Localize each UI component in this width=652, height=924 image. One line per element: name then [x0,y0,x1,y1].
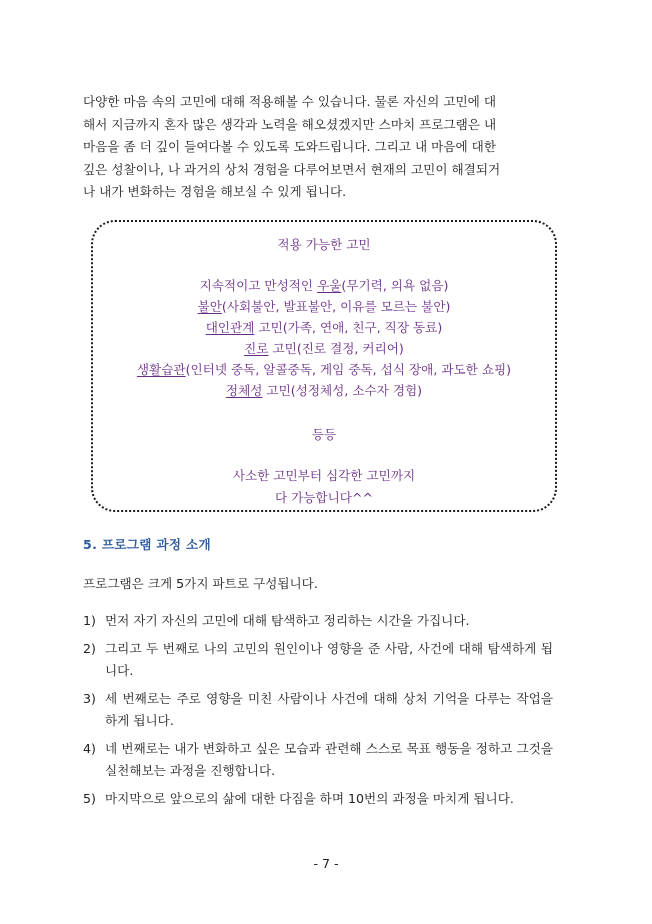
concern-detail: (인터넷 중독, 알콜중독, 게임 중독, 섭식 장애, 과도한 쇼핑) [185,362,512,377]
intro-line: 다양한 마음 속의 고민에 대해 적용해볼 수 있습니다. 물론 자신의 고민에 대 [83,94,497,109]
applicable-concerns-box [91,220,557,512]
box-title: 적용 가능한 고민 [277,237,371,252]
box-closing: 사소한 고민부터 심각한 고민까지 [232,468,416,483]
concern-item [93,275,555,294]
concern-keyword: 진로 [244,341,269,356]
intro-paragraph [83,91,569,204]
concern-detail: 고민(가족, 연애, 친구, 직장 동료) [254,320,443,335]
program-steps-list [83,610,553,815]
box-closing: 다 가능합니다^^ [274,490,374,505]
step-text: 마지막으로 앞으로의 삶에 대한 다짐을 하며 10번의 과정을 마치게 됩니다. [105,790,514,806]
step-number: 5) [83,790,96,806]
concern-detail: 고민(성정체성, 소수자 경험) [262,383,423,398]
concern-detail: (사회불안, 발표불안, 이유를 모르는 불안) [221,299,451,314]
step-text: 세 번째로는 주로 영향을 미친 사람이나 사건에 대해 상처 기억을 다루는 작업을 하게 됩니다. [105,690,553,728]
step-number: 2) [83,640,96,656]
list-item [83,738,553,783]
list-item [83,638,553,683]
concern-item [93,338,555,357]
concern-keyword: 생활습관 [136,362,186,377]
page-number: - 7 - [313,856,339,871]
step-text: 네 번째로는 내가 변화하고 싶은 모습과 관련해 스스로 목표 행동을 정하고 그것을 실천해보는 과정을 진행합니다. [105,740,553,778]
step-number: 1) [83,613,96,628]
step-text: 먼저 자기 자신의 고민에 대해 탐색하고 정리하는 시간을 가집니다. [105,613,470,628]
concern-item [93,317,555,336]
concern-keyword: 우울 [317,278,342,293]
section-heading: 5. 프로그램 과정 소개 [83,537,211,552]
intro-line: 나 내가 변화하는 경험을 해보실 수 있게 됩니다. [83,184,347,200]
concern-keyword: 대인관계 [205,320,255,335]
list-item [83,788,553,811]
list-item [83,688,553,733]
step-number: 4) [83,740,96,756]
step-text: 그리고 두 번째로 나의 고민의 원인이나 영향을 준 사람, 사건에 대해 탐색하게 됩니다. [105,640,553,678]
concern-item [93,380,555,399]
step-number: 3) [83,690,96,706]
section-intro: 프로그램은 크게 5가지 파트로 구성됩니다. [83,576,318,591]
intro-line: 깊은 성찰이나, 나 과거의 상처 경험을 다루어보면서 현재의 고민이 해결되거 [83,161,501,177]
concern-keyword: 정체성 [225,383,263,398]
concern-item [93,296,555,315]
list-item [83,610,553,633]
box-etc: 등등 [311,427,337,442]
concern-keyword: 불안 [197,299,222,314]
concern-detail: (무기력, 의욕 없음) [341,278,449,293]
concern-prefix: 지속적이고 만성적인 [199,278,318,293]
concern-item [93,359,555,378]
intro-line: 마음을 좀 더 깊이 들여다볼 수 있도록 도와드립니다. 그리고 내 마음에 대한 [83,139,497,155]
intro-line: 해서 지금까지 혼자 많은 생각과 노력을 해오셨겠지만 스마치 프로그램은 내 [83,116,497,132]
concern-detail: 고민(진로 결정, 커리어) [268,341,404,356]
